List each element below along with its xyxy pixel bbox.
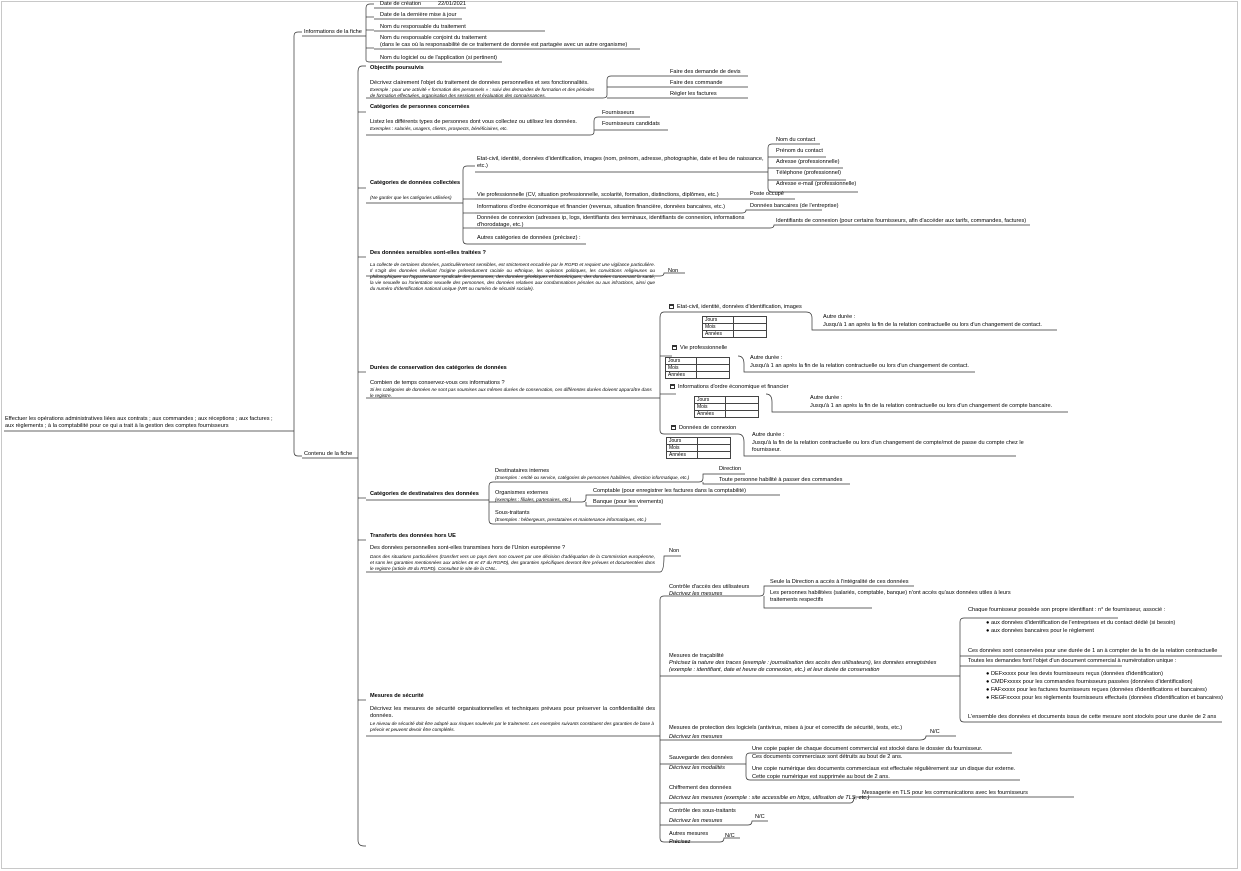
duree-detail-3: Jusqu'à 1 an après la fin de la relation contractuelle ou lors d'un changement de compte bancaire. [810, 403, 1053, 409]
info-conjoint: Nom du responsable conjoint du traitement [380, 35, 487, 41]
info-derniere-maj: Date de la dernière mise à jour [380, 12, 457, 18]
value-cell[interactable] [734, 331, 767, 338]
securite-acces-item-1: Seule la Direction a accès à l'intégralité de ces données [770, 579, 909, 585]
securite-trac-a: Chaque fournisseur possède son propre identifiant : n° de fournisseur, associé : [968, 607, 1166, 613]
securite-sauv-2a: Une copie numérique des documents commerciaux est effectuée régulièrement sur un disque dur externe. [752, 766, 1016, 772]
bullet-text: DEFxxxxx pour les devis fournisseurs reçus (données d'identification) [990, 671, 1164, 677]
contact-item-4: Téléphone (professionnel) [776, 170, 841, 176]
personne-item-1: Fournisseurs [602, 110, 635, 116]
contact-item-3: Adresse (professionnelle) [776, 159, 840, 165]
securite-autres-value: N/C [725, 833, 735, 839]
calendar-icon [672, 345, 677, 350]
sensibles-answer: Non [668, 268, 679, 274]
duree-detail-1: Jusqu'à 1 an après la fin de la relation contractuelle ou lors d'un changement de contact. [823, 322, 1042, 328]
unit-jours: Jours [703, 317, 734, 324]
securite-chiff-sub: Décrivez les mesures (exemple : site accessible en https, utilisation de TLS, etc.) [669, 795, 870, 801]
securite-sauv-1a: Une copie papier de chaque document commercial est stocké dans le dossier du fournisseur. [752, 746, 983, 752]
unit-mois: Mois [666, 365, 697, 372]
value-cell[interactable] [698, 452, 731, 459]
duree-autre-1: Autre durée : [823, 314, 856, 320]
securite-trac-title: Mesures de traçabilité [669, 653, 724, 659]
bullet-text: CMDFxxxxx pour les commandes fournisseurs passées (données d'identification) [990, 679, 1193, 685]
duree-group-label-3: Informations d'ordre économique et financier [678, 384, 789, 390]
collectees-vie-pro-item: Poste occupé [750, 191, 784, 197]
value-cell[interactable] [698, 445, 731, 452]
collectees-connexion: Données de connexion (adresses ip, logs, identifiants des terminaux, identifiants de connexion, informations d'horodatage, etc.) [477, 215, 745, 228]
value-cell[interactable] [726, 397, 759, 404]
value-cell[interactable] [697, 372, 730, 379]
destinataires-title: Catégories de destinataires des données [370, 491, 479, 497]
transferts-desc: Dans des situations particulières (transfert vers un pays tiers non couvert par une décision d'adéquation de la Commission européenne, et sans les garanties mentionnées aux articles 46 et 47 du RGPD), des garanties spécifiques devront être prévues et documentées dans le registre (article 49 du RGPD). Consultez le site de la CNIL. [370, 554, 655, 571]
unit-jours: Jours [667, 438, 698, 445]
securite-desc: Décrivez les mesures de sécurité organisationnelles et techniques prévues pour préserver la confidentialité des données. [370, 706, 655, 719]
duree-group-label-4: Données de connexion [679, 425, 737, 431]
sensibles-desc: La collecte de certaines données, particulièrement sensibles, est strictement encadrée par le RGPD et requiert une vigilance particulière. Il s'agit des données révélant l'origine prétendument raciale ou ethnique, les opinions politiques, les convictions religieuses ou philosophiques ou l'appartenance syndicale des personnes, des données génétiques et biométriques, des données concernant la santé, la vie sexuelle ou l'orientation sexuelle des personnes, des données relatives aux condamnations pénales ou aux infractions, ainsi que du numéro d'identification national unique (NIR ou numéro de sécurité sociale). [370, 262, 655, 291]
duree-table-4 [666, 437, 731, 459]
duree-group-label-2: Vie professionnelle [680, 345, 728, 351]
duree-detail-2: Jusqu'à 1 an après la fin de la relation contractuelle ou lors d'un changement de contact. [750, 363, 969, 369]
duree-table-2 [665, 357, 730, 379]
calendar-icon [669, 304, 674, 309]
destinataire-externe-item-2: Banque (pour les virements) [593, 499, 664, 505]
securite-logiciels-value: N/C [930, 729, 940, 735]
transferts-question: Des données personnelles sont-elles transmises hors de l'Union européenne ? [370, 545, 566, 551]
securite-trac-sub: Précisez la nature des traces (exemple : journalisation des accès des utilisateurs), les données enregistrées (exemple : identifiant, date et heure de connexion, etc.) et leur durée de conservation [669, 660, 937, 673]
info-title: Informations de la fiche [304, 29, 362, 35]
sensibles-title: Des données sensibles sont-elles traitées ? [370, 250, 486, 256]
unit-jours: Jours [666, 358, 697, 365]
durees-title: Durées de conservation des catégories de données [370, 365, 507, 371]
unit-annees: Années [667, 452, 698, 459]
personnes-desc: Listez les différents types de personnes dont vous collectez ou utilisez les données. [370, 119, 577, 125]
securite-chiff-title: Chiffrement des données [669, 785, 732, 791]
securite-trac-c-item-2: ● CMDFxxxxx pour les commandes fournisseurs passées (données d'identification) [986, 679, 1193, 685]
securite-autres-title: Autres mesures [669, 831, 709, 837]
collectees-etat-civil: Etat-civil, identité, données d'identification, images (nom, prénom, adresse, photographie, date et lieu de naissance, etc.) [477, 156, 764, 169]
destinataires-internes: Destinataires internes [495, 468, 550, 474]
securite-soustr-value: N/C [755, 814, 765, 820]
root-label: Effectuer les opérations administratives liées aux contrats ; aux commandes ; aux réceptions ; aux factures ; [5, 416, 273, 422]
info-date-creation-label: Date de création [380, 1, 422, 7]
duree-autre-2: Autre durée : [750, 355, 783, 361]
securite-autres-sub: Précisez [669, 839, 691, 845]
info-logiciel: Nom du logiciel ou de l'application (si pertinent) [380, 55, 498, 61]
info-responsable: Nom du responsable du traitement [380, 24, 466, 30]
objectif-item-1: Faire des demande de devis [670, 69, 741, 75]
securite-sauv-2b: Cette copie numérique est supprimée au bout de 2 ans. [752, 774, 890, 780]
securite-trac-b: Ces données sont conservées pour une durée de 1 an à compter de la fin de la relation contractuelle [968, 648, 1218, 654]
securite-trac-a-item-1: ● aux données d'identification de l'entreprises et du contact dédié (si besoin) [986, 620, 1176, 626]
objectifs-desc: Décrivez clairement l'objet du traitement de données personnelles et ses fonctionnalités. [370, 80, 589, 86]
calendar-icon [670, 384, 675, 389]
duree-detail-4: Jusqu'à la fin de la relation contractuelle ou lors d'un changement de compte/mot de passe du compte chez le fournisseur. [752, 440, 1024, 453]
securite-trac-d: L'ensemble des données et documents issus de cette mesure sont stockés pour une durée de 2 ans [968, 714, 1217, 720]
destinataire-externe-item-1: Comptable (pour enregistrer les factures dans la comptabilité) [593, 488, 746, 494]
transferts-title: Transferts des données hors UE [370, 533, 456, 539]
unit-jours: Jours [695, 397, 726, 404]
value-cell[interactable] [697, 365, 730, 372]
transferts-answer: Non [669, 548, 680, 554]
bullet-text: FAFxxxxx pour les factures fournisseurs reçues (données d'identifications et bancaires) [990, 687, 1207, 693]
securite-acces-title: Contrôle d'accès des utilisateurs [669, 584, 750, 590]
root-label-line2: aux règlements ; à la comptabilité pour ce qui a trait à la gestion des comptes fournisseurs [5, 423, 229, 429]
securite-chiff-value: Messagerie en TLS pour les communications avec les fournisseurs [862, 790, 1028, 796]
value-cell[interactable] [734, 317, 767, 324]
destinataires-sous-ex: (Exemples : hébergeurs, prestataires et maintenance informatiques, etc.) [495, 517, 647, 522]
value-cell[interactable] [726, 404, 759, 411]
securite-trac-c-item-1: ● DEFxxxxx pour les devis fournisseurs reçus (données d'identification) [986, 671, 1164, 677]
securite-soustr-sub: Décrivez les mesures [669, 818, 723, 824]
destinataire-interne-item-2: Toute personne habilité à passer des commandes [719, 477, 843, 483]
securite-trac-a-item-2: ● aux données bancaires pour le règlement [986, 628, 1094, 634]
unit-mois: Mois [667, 445, 698, 452]
duree-autre-4: Autre durée : [752, 432, 785, 438]
unit-annees: Années [695, 411, 726, 418]
securite-trac-c-item-4: ● REGFxxxxx pour les règlements fournisseurs effectués (données d'identification et bancaires) [986, 695, 1223, 701]
unit-mois: Mois [695, 404, 726, 411]
unit-mois: Mois [703, 324, 734, 331]
personnes-example: Exemples : salariés, usagers, clients, prospects, bénéficiaires, etc. [370, 126, 508, 131]
securite-acces-sub: Décrivez les mesures [669, 591, 723, 597]
bullet-text: REGFxxxxx pour les règlements fournisseurs effectués (données d'identification et bancaires) [990, 695, 1223, 701]
contact-item-2: Prénom du contact [776, 148, 823, 154]
destinataires-sous: Sous-traitants [495, 510, 530, 516]
personne-item-2: Fournisseurs candidats [602, 121, 660, 127]
securite-sauv-1b: Ces documents commerciaux sont détruits au bout de 2 ans. [752, 754, 903, 760]
duree-table-3 [694, 396, 759, 418]
securite-title: Mesures de sécurité [370, 693, 424, 699]
durees-note: Si les catégories de données ne sont pas soumises aux mêmes durées de conservation, ces différentes durées doivent apparaître dans le registre. [370, 387, 652, 398]
duree-autre-3: Autre durée : [810, 395, 843, 401]
duree-group-label-1: Etat-civil, identité, données d'identification, images [677, 304, 802, 310]
objectifs-example: Exemple : pour une activité « formation des personnels » : suivi des demandes de formation et des périodes de formation effectuées, organisation des sessions et évaluation des connaissances. [370, 87, 595, 98]
info-date-creation-value: 22/01/2021 [438, 1, 466, 7]
securite-sauv-title: Sauvegarde des données [669, 755, 733, 761]
securite-note: Le niveau de sécurité doit être adapté aux risques soulevés par le traitement. Les exemples suivants constituent des garanties de base à prévoir et peuvent devoir être complétés. [370, 721, 655, 732]
collectees-title: Catégories de données collectées [370, 180, 461, 186]
value-cell[interactable] [726, 411, 759, 418]
collectees-eco: Informations d'ordre économique et financier (revenus, situation financière, données bancaires, etc.) [477, 204, 725, 210]
calendar-icon [671, 425, 676, 430]
destinataire-interne-item-1: Direction [719, 466, 742, 472]
destinataires-internes-ex: (Exemples : entité ou service, catégories de personnes habilitées, direction informatique, etc.) [495, 475, 690, 480]
info-conjoint-note: (dans le cas où la responsabilité de ce traitement de donnée est partagée avec un autre organisme) [380, 42, 628, 48]
personnes-title: Catégories de personnes concernées [370, 104, 470, 110]
collectees-eco-item: Données bancaires (de l'entreprise) [750, 203, 839, 209]
unit-annees: Années [666, 372, 697, 379]
securite-acces-item-2: Les personnes habilitées (salariés, comptable, banque) n'ont accès qu'aux données utiles à leurs traitements respectifs [770, 590, 1011, 603]
duree-table-1 [702, 316, 767, 338]
objectif-item-3: Régler les factures [670, 91, 717, 97]
contenu-title: Contenu de la fiche [304, 451, 353, 457]
collectees-vie-pro: Vie professionnelle (CV, situation professionnelle, scolarité, formation, distinctions, diplômes, etc.) [477, 192, 719, 198]
destinataires-externes-ex: (exemples : filiales, partenaires, etc.) [495, 497, 572, 502]
objectif-item-2: Faire des commande [670, 80, 723, 86]
securite-logiciels-title: Mesures de protection des logiciels (antivirus, mises à jour et correctifs de sécurité, tests, etc.) [669, 725, 903, 731]
collectees-connexion-item: Identifiants de connexion (pour certains fournisseurs, afin d'accéder aux tarifs, commandes, factures) [776, 218, 1027, 224]
securite-trac-c-item-3: ● FAFxxxxx pour les factures fournisseurs reçues (données d'identifications et bancaires) [986, 687, 1207, 693]
bullet-text: aux données bancaires pour le règlement [990, 628, 1094, 634]
securite-logiciels-sub: Décrivez les mesures [669, 734, 723, 740]
objectifs-title: Objectifs poursuivis [370, 65, 424, 71]
value-cell[interactable] [734, 324, 767, 331]
collectees-note: (Ne garder que les catégories utilisées) [370, 195, 452, 200]
destinataires-externes: Organismes externes [495, 490, 549, 496]
bullet-text: aux données d'identification de l'entreprises et du contact dédié (si besoin) [990, 620, 1176, 626]
contact-item-5: Adresse e-mail (professionnelle) [776, 181, 857, 187]
unit-annees: Années [703, 331, 734, 338]
durees-question: Combien de temps conservez-vous ces informations ? [370, 380, 505, 386]
securite-trac-c: Toutes les demandes font l'objet d'un document commercial à numérotation unique : [968, 658, 1177, 664]
securite-soustr-title: Contrôle des sous-traitants [669, 808, 736, 814]
securite-sauv-sub: Décrivez les modalités [669, 765, 725, 771]
value-cell[interactable] [697, 358, 730, 365]
value-cell[interactable] [698, 438, 731, 445]
collectees-autres: Autres catégories de données (précisez) : [477, 235, 581, 241]
contact-item-1: Nom du contact [776, 137, 816, 143]
